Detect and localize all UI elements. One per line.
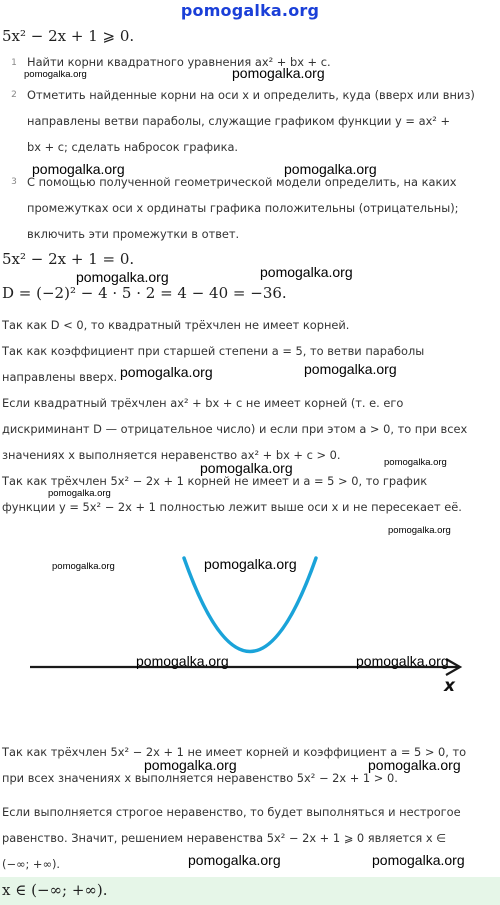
para-3-line-3: значениях x выполняется неравенство ax² + bx + c > 0. (2, 448, 341, 462)
watermark: pomogalka.org (232, 65, 325, 81)
answer-text: x ∈ (−∞; +∞). (2, 881, 108, 899)
para-5-line-1: Так как трёхчлен 5x² − 2x + 1 не имеет корней и коэффициент a = 5 > 0, то (2, 745, 467, 759)
para-6-line-3: (−∞; +∞). (2, 857, 61, 871)
para-4-line-1: Так как трёхчлен 5x² − 2x + 1 корней не имеет и a = 5 > 0, то график (2, 474, 428, 488)
watermark: pomogalka.org (24, 69, 87, 80)
parabola-curve (184, 558, 316, 652)
para-2-line-1: Так как коэффициент при старшей степени a = 5, то ветви параболы (2, 344, 425, 358)
watermark: pomogalka.org (388, 525, 451, 536)
watermark: pomogalka.org (48, 488, 111, 499)
watermark: pomogalka.org (32, 161, 125, 177)
watermark: pomogalka.org (144, 757, 237, 773)
watermark: pomogalka.org (120, 364, 213, 380)
para-6-line-2: равенство. Значит, решением неравенства 5x² − 2x + 1 ⩾ 0 является x ∈ (2, 831, 447, 845)
para-2-line-2: направлены вверх. (2, 370, 118, 384)
step-number-1: 1 (11, 58, 17, 68)
para-6-line-1: Если выполняется строгое неравенство, то будет выполняться и нестрогое (2, 805, 461, 819)
step-3-line-1: С помощью полученной геометрической модели определить, на каких (27, 175, 457, 189)
watermark: pomogalka.org (52, 561, 115, 572)
watermark: pomogalka.org (372, 852, 465, 868)
watermark: pomogalka.org (284, 161, 377, 177)
site-title[interactable]: pomogalka.org (180, 1, 320, 20)
watermark: pomogalka.org (200, 460, 293, 476)
step-number-3: 3 (11, 177, 17, 187)
discriminant-formula: D = (−2)² − 4 · 5 · 2 = 4 − 40 = −36. (2, 284, 287, 302)
watermark: pomogalka.org (76, 269, 169, 285)
watermark: pomogalka.org (136, 653, 229, 669)
step-3-line-3: включить эти промежутки в ответ. (27, 227, 240, 241)
watermark: pomogalka.org (260, 264, 353, 280)
watermark: pomogalka.org (356, 653, 449, 669)
inequality-statement: 5x² − 2x + 1 ⩾ 0. (2, 27, 135, 45)
watermark: pomogalka.org (188, 852, 281, 868)
step-2-line-3: bx + c; сделать набросок графика. (27, 140, 239, 154)
watermark: pomogalka.org (368, 757, 461, 773)
x-axis-label: x (444, 676, 455, 696)
watermark: pomogalka.org (384, 457, 447, 468)
quadratic-equation: 5x² − 2x + 1 = 0. (2, 250, 135, 268)
step-1-line-1: Найти корни квадратного уравнения ax² + bx + c. (27, 55, 331, 69)
para-3-line-2: дискриминант D — отрицательное число) и если при этом a > 0, то при всех (2, 422, 468, 436)
para-3-line-1: Если квадратный трёхчлен ax² + bx + c не имеет корней (т. е. его (2, 396, 404, 410)
step-2-line-2: направлены ветви параболы, служащие графиком функции y = ax² + (27, 114, 451, 128)
watermark: pomogalka.org (304, 361, 397, 377)
para-5-line-2: при всех значениях x выполняется неравенство 5x² − 2x + 1 > 0. (2, 771, 398, 785)
para-4-line-2: функции y = 5x² − 2x + 1 полностью лежит выше оси x и не пересекает её. (2, 500, 462, 514)
para-1-line-1: Так как D < 0, то квадратный трёхчлен не имеет корней. (2, 318, 350, 332)
step-2-line-1: Отметить найденные корни на оси x и определить, куда (вверх или вниз) (27, 88, 475, 102)
step-3-line-2: промежутках оси x ординаты графика положительны (отрицательны); (27, 201, 459, 215)
step-number-2: 2 (11, 90, 17, 100)
watermark: pomogalka.org (204, 556, 297, 572)
